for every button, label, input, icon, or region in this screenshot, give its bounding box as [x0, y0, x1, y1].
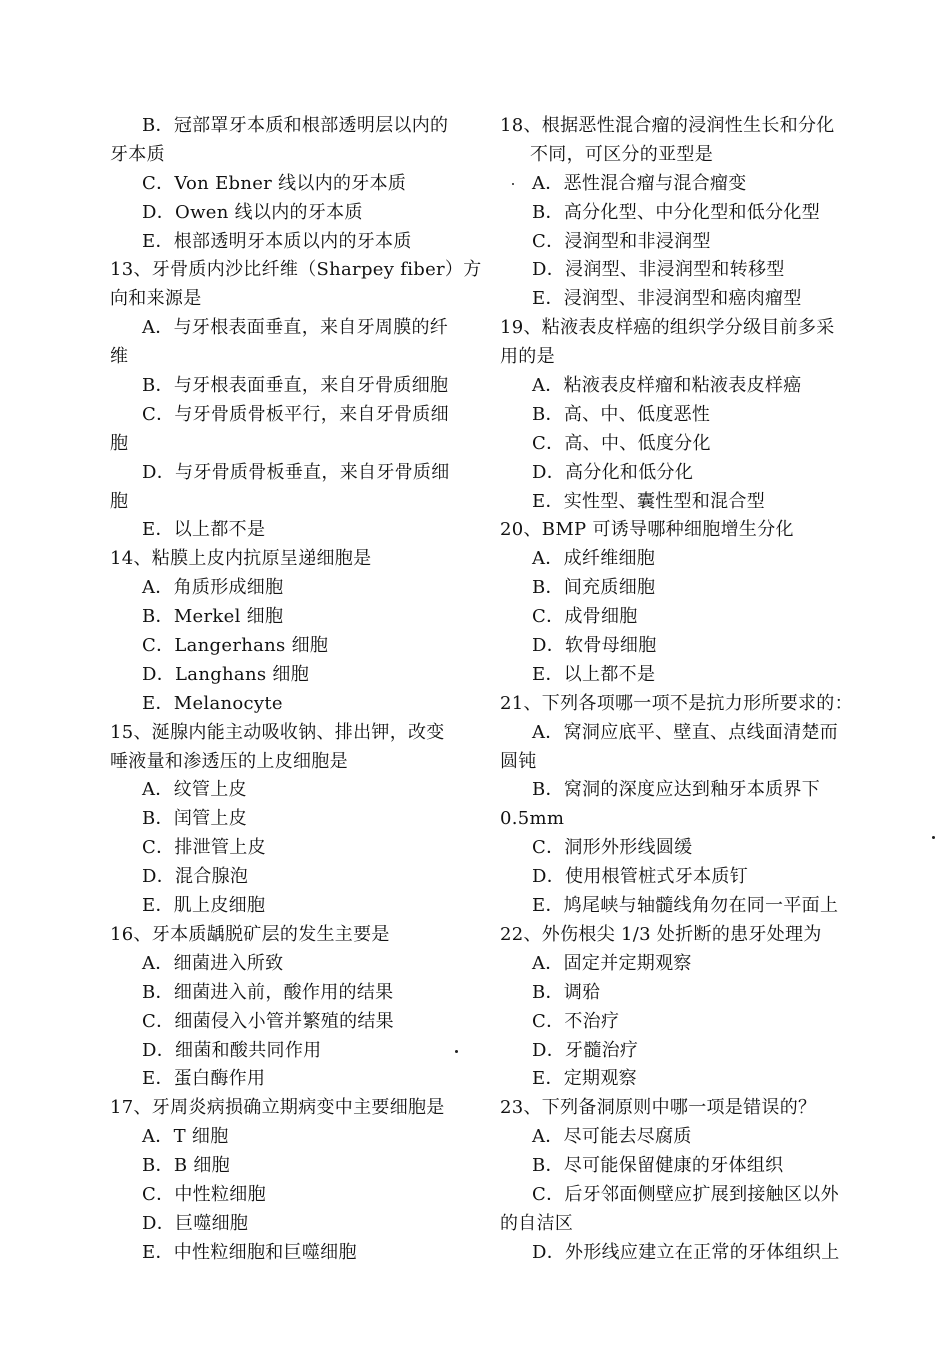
text-line: 17、牙周炎病损确立期病变中主要细胞是 [110, 1097, 445, 1119]
text-line: A．固定并定期观察 [532, 952, 692, 974]
text-line: B．尽可能保留健康的牙体组织 [532, 1155, 784, 1177]
text-line: B．高分化型、中分化型和低分化型 [532, 201, 821, 223]
text-line: D．巨噬细胞 [142, 1212, 249, 1234]
text-line: A．纹管上皮 [142, 779, 247, 801]
text-line: D．与牙骨质骨板垂直，来自牙骨质细 [142, 461, 450, 483]
scan-speck [932, 836, 935, 839]
text-line: A．细菌进入所致 [142, 952, 284, 974]
text-line: E．实性型、囊性型和混合型 [532, 490, 766, 512]
text-line: B．调𬌗 [532, 981, 601, 1003]
text-line: A．窝洞应底平、壁直、点线面清楚而 [532, 721, 839, 743]
text-line: 16、牙本质龋脱矿层的发生主要是 [110, 923, 390, 945]
text-line: C．不治疗 [532, 1010, 620, 1032]
text-line: 圆钝 [500, 750, 537, 772]
text-line: 13、牙骨质内沙比纤维（Sharpey fiber）方 [110, 259, 482, 281]
text-line: 向和来源是 [110, 288, 202, 310]
text-line: 23、下列备洞原则中哪一项是错误的？ [500, 1097, 817, 1119]
text-line: E．Melanocyte [142, 692, 283, 714]
text-line: A．与牙根表面垂直，来自牙周膜的纤 [142, 317, 449, 339]
text-line: B．与牙根表面垂直，来自牙骨质细胞 [142, 375, 449, 397]
text-line: C．与牙骨质骨板平行，来自牙骨质细 [142, 403, 449, 425]
scan-speck [455, 1050, 458, 1053]
text-line: E．以上都不是 [142, 519, 266, 541]
text-line: C．细菌侵入小管并繁殖的结果 [142, 1010, 394, 1032]
text-line: C．浸润型和非浸润型 [532, 230, 711, 252]
text-line: D．Langhans 细胞 [142, 663, 310, 685]
text-line: B．B 细胞 [142, 1155, 230, 1177]
text-line: B．窝洞的深度应达到釉牙本质界下 [532, 779, 821, 801]
text-line: 不同，可区分的亚型是 [530, 143, 713, 165]
text-line: C．高、中、低度分化 [532, 432, 711, 454]
text-line: 维 [110, 346, 129, 368]
text-line: B．冠部罩牙本质和根部透明层以内的 [142, 115, 449, 136]
text-line: D．Owen 线以内的牙本质 [142, 201, 363, 223]
text-line: 的自洁区 [500, 1212, 574, 1234]
text-line: D．软骨母细胞 [532, 635, 657, 657]
text-line: B．间充质细胞 [532, 577, 656, 599]
text-line: E．以上都不是 [532, 663, 656, 685]
text-line: E．根部透明牙本质以内的牙本质 [142, 230, 412, 252]
text-line: D．细菌和酸共同作用 [142, 1039, 322, 1061]
text-line: E．定期观察 [532, 1068, 637, 1090]
text-line: 胞 [110, 490, 129, 512]
text-line: A．角质形成细胞 [142, 577, 284, 599]
text-line: 0.5mm [500, 808, 565, 830]
text-line: B．细菌进入前，酸作用的结果 [142, 981, 394, 1003]
text-line: 18、根据恶性混合瘤的浸润性生长和分化 [500, 115, 835, 136]
text-line: C．洞形外形线圆缓 [532, 837, 693, 859]
text-line: A．恶性混合瘤与混合瘤变 [532, 172, 747, 194]
text-line: A．成纤维细胞 [532, 548, 656, 570]
text-line: 20、BMP 可诱导哪种细胞增生分化 [500, 519, 794, 541]
text-line: D．牙髓治疗 [532, 1039, 639, 1061]
text-line: E．肌上皮细胞 [142, 895, 266, 917]
left-column [110, 112, 482, 1268]
text-line: 22、外伤根尖 1/3 处折断的患牙处理为 [500, 923, 822, 945]
text-line: 用的是 [500, 346, 555, 368]
text-line: C．后牙邻面侧壁应扩展到接触区以外 [532, 1183, 839, 1205]
text-line: E．浸润型、非浸润型和癌肉瘤型 [532, 288, 802, 310]
text-line: 胞 [110, 432, 129, 454]
text-line: 唾液量和渗透压的上皮细胞是 [110, 750, 348, 772]
text-line: A．T 细胞 [142, 1126, 229, 1148]
text-line: E．中性粒细胞和巨噬细胞 [142, 1241, 357, 1263]
text-line: C．排泄管上皮 [142, 837, 266, 859]
text-line: D．高分化和低分化 [532, 461, 694, 483]
text-line: D．浸润型、非浸润型和转移型 [532, 259, 785, 281]
text-line: 牙本质 [110, 143, 165, 165]
text-line: B．高、中、低度恶性 [532, 403, 711, 425]
text-line: D．混合腺泡 [142, 866, 249, 888]
text-line: D．外形线应建立在正常的牙体组织上 [532, 1241, 840, 1263]
text-line: B．闰管上皮 [142, 808, 248, 830]
text-line: 15、涎腺内能主动吸收钠、排出钾，改变 [110, 721, 445, 743]
text-line: 19、粘液表皮样癌的组织学分级目前多采 [500, 317, 835, 339]
scan-speck [512, 183, 514, 185]
text-line: C．Von Ebner 线以内的牙本质 [142, 172, 407, 194]
text-line: E．蛋白酶作用 [142, 1068, 266, 1090]
right-column [500, 112, 872, 1268]
text-line: 21、下列各项哪一项不是抗力形所要求的： [500, 692, 853, 714]
text-line: A．粘液表皮样瘤和粘液表皮样癌 [532, 375, 802, 397]
text-line: E．鸠尾峡与轴髓线角勿在同一平面上 [532, 895, 839, 917]
text-line: B．Merkel 细胞 [142, 606, 284, 628]
text-line: 14、粘膜上皮内抗原呈递细胞是 [110, 548, 372, 570]
text-line: C．Langerhans 细胞 [142, 635, 329, 657]
text-line: C．中性粒细胞 [142, 1183, 266, 1205]
text-line: D．使用根管桩式牙本质钉 [532, 866, 749, 888]
text-line: A．尽可能去尽腐质 [532, 1126, 692, 1148]
text-line: C．成骨细胞 [532, 606, 638, 628]
